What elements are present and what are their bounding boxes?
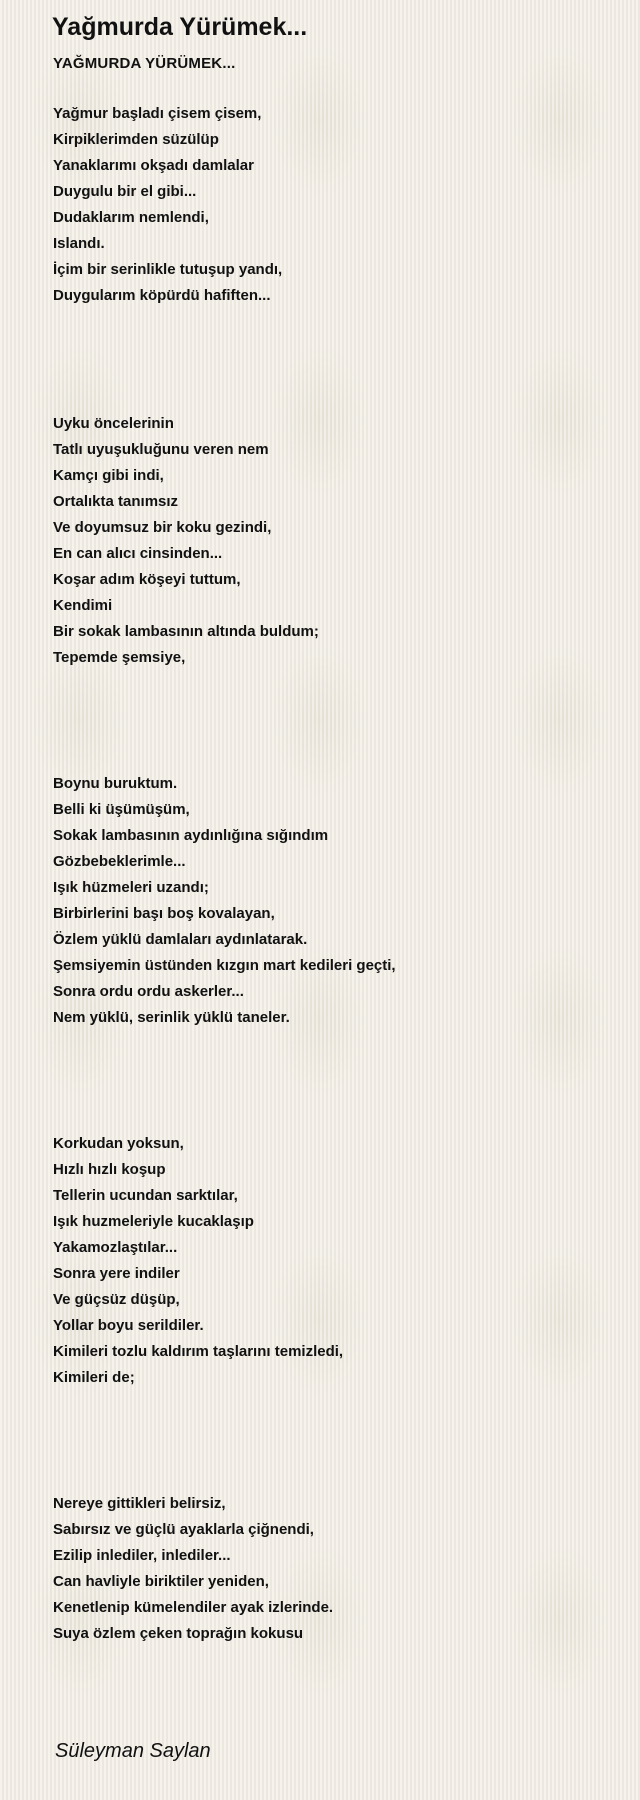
poem-line: Ortalıkta tanımsız [53, 493, 179, 510]
poem-line: Tepemde şemsiye, [53, 649, 186, 666]
poem-line: Yollar boyu serildiler. [53, 1317, 204, 1334]
poem-line: Belli ki üşümüşüm, [53, 801, 190, 818]
poem-line: Kimileri tozlu kaldırım taşlarını temizledi, [53, 1343, 344, 1360]
stanza-3 [53, 771, 396, 1031]
poem-line: Gözbebeklerimle... [53, 853, 186, 870]
poem-line: Dudaklarım nemlendi, [53, 209, 209, 226]
poem-line: Islandı. [53, 235, 105, 252]
poem-line: Sonra ordu ordu askerler... [53, 983, 244, 1000]
poem-line: Kimileri de; [53, 1369, 135, 1386]
poem-subtitle: YAĞMURDA YÜRÜMEK... [53, 55, 236, 72]
poem-line: Sokak lambasının aydınlığına sığındım [53, 827, 329, 844]
poem-line: Şemsiyemin üstünden kızgın mart kedileri geçti, [53, 957, 396, 974]
poem-line: Kenetlenip kümelendiler ayak izlerinde. [53, 1599, 334, 1616]
poem-line: Işık hüzmeleri uzandı; [53, 879, 209, 896]
poem-line: Yağmur başladı çisem çisem, [53, 105, 262, 122]
stanza-5 [53, 1491, 333, 1647]
poem-line: Özlem yüklü damlaları aydınlatarak. [53, 931, 308, 948]
poem-line: En can alıcı cinsinden... [53, 545, 223, 562]
poem-line: Koşar adım köşeyi tuttum, [53, 571, 241, 588]
poem-line: Sabırsız ve güçlü ayaklarla çiğnendi, [53, 1521, 314, 1538]
poem-line: Ezilip inlediler, inlediler... [53, 1547, 231, 1564]
poem-line: Yakamozlaştılar... [53, 1239, 178, 1256]
poem-line: Sonra yere indiler [53, 1265, 180, 1282]
poem-line: Tatlı uyuşukluğunu veren nem [53, 441, 269, 458]
poem-line: Tellerin ucundan sarktılar, [53, 1187, 238, 1204]
poem-line: Uyku öncelerinin [53, 415, 174, 432]
poem-line: Bir sokak lambasının altında buldum; [53, 623, 319, 640]
poem-line: Can havliyle biriktiler yeniden, [53, 1573, 269, 1590]
poem-line: Duygulu bir el gibi... [53, 183, 197, 200]
poem-line: Işık huzmeleriyle kucaklaşıp [53, 1213, 254, 1230]
poem-line: Duygularım köpürdü hafiften... [53, 287, 271, 304]
poem-line: Birbirlerini başı boş kovalayan, [53, 905, 275, 922]
poem-line: Ve güçsüz düşüp, [53, 1291, 180, 1308]
poem-line: Korkudan yoksun, [53, 1135, 184, 1152]
poem-line: Nem yüklü, serinlik yüklü taneler. [53, 1009, 290, 1026]
stanza-1 [53, 101, 282, 309]
stanza-2 [53, 411, 319, 671]
poem-line: Suya özlem çeken toprağın kokusu [53, 1625, 304, 1642]
poem-line: Kendimi [53, 597, 113, 614]
poem-title: Yağmurda Yürümek... [52, 13, 308, 41]
stanza-4 [53, 1131, 343, 1391]
poem-line: Yanaklarımı okşadı damlalar [53, 157, 254, 174]
poem-author[interactable]: Süleyman Saylan [55, 1740, 211, 1762]
poem-line: Kirpiklerimden süzülüp [53, 131, 219, 148]
poem-line: İçim bir serinlikle tutuşup yandı, [53, 261, 283, 278]
poem-line: Hızlı hızlı koşup [53, 1161, 166, 1178]
poem-line: Nereye gittikleri belirsiz, [53, 1495, 226, 1512]
poem-line: Boynu buruktum. [53, 775, 178, 792]
poem-line: Ve doyumsuz bir koku gezindi, [53, 519, 272, 536]
poem-line: Kamçı gibi indi, [53, 467, 164, 484]
